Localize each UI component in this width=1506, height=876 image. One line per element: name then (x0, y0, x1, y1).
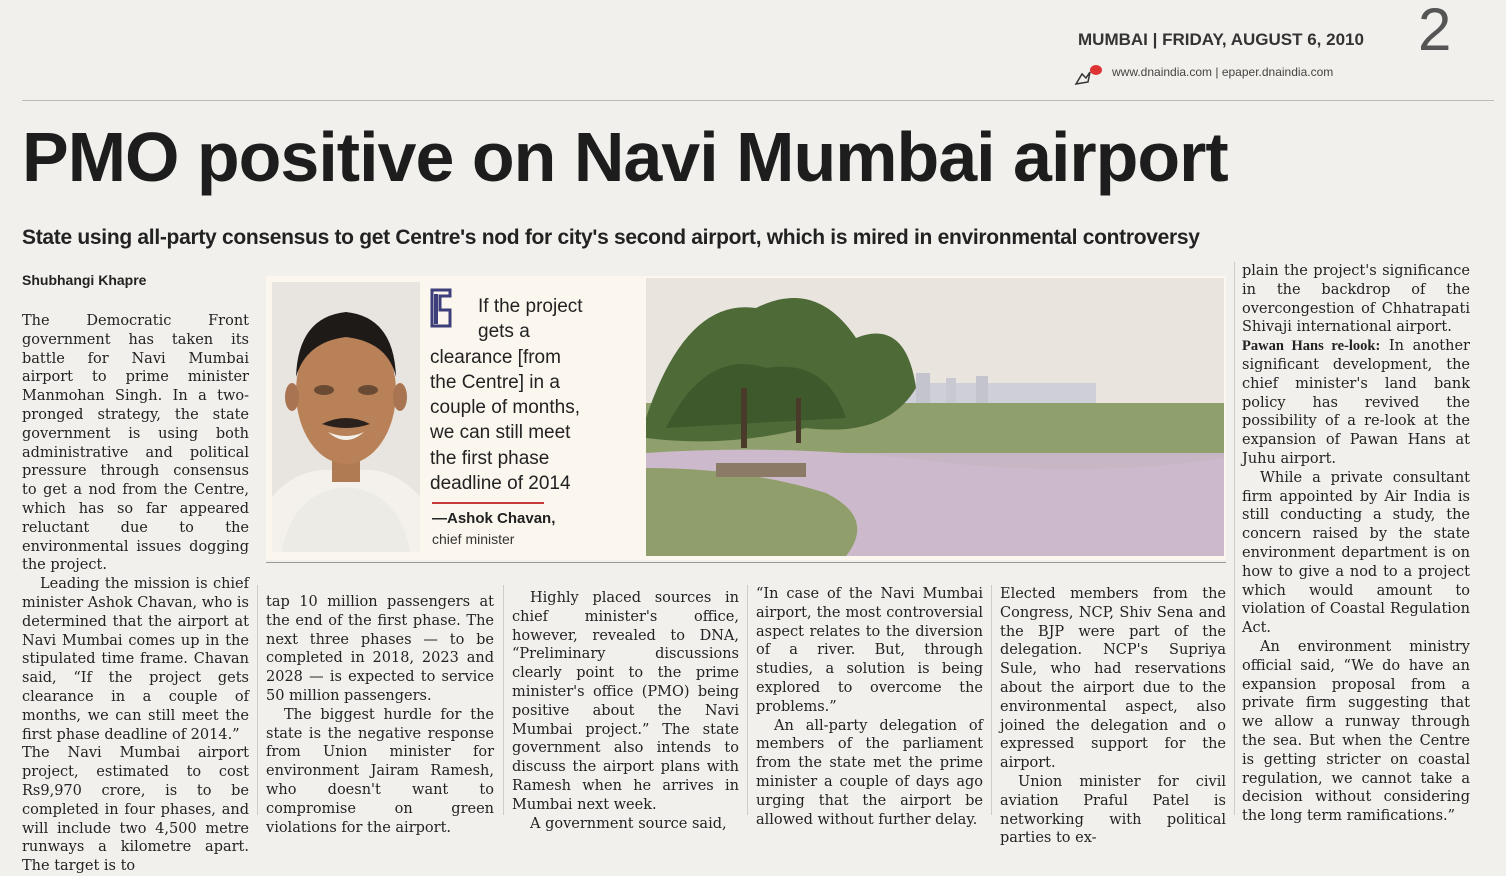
paragraph (1242, 337, 1470, 469)
column-separator (1234, 262, 1235, 815)
subheadline: State using all-party consensus to get Centre's nod for city's second airport, which is mired in environmental controversy (22, 226, 1200, 249)
quote-divider (432, 502, 544, 504)
pull-quote-line-6: we can still meet (430, 422, 571, 444)
paragraph: The Democratic Front government has taken its battle for Navi Mumbai airport to prime minister Manmohan Singh. In a two-pronged strategy, the state government is using both administrative and political pressure through consensus to get a nod from the Centre, which has so far appeared reluctant due to the environmental issues dogging the project. (22, 313, 249, 574)
paragraph: The Navi Mumbai airport project, estimated to cost Rs9,970 crore, is to be completed in four phases, and will include two 4,500 metre runways a kilometre apart. The target is to (22, 745, 249, 875)
pull-quote-line-5: couple of months, (430, 397, 580, 419)
paragraph: plain the project's significance in the backdrop of the overcongestion of Chhatrapati Shivaji international airport. (1242, 263, 1470, 336)
mouse-hand-icon (1072, 62, 1104, 88)
paragraph: A government source said, (530, 815, 727, 832)
paragraph: Union minister for civil aviation Praful Patel is networking with political parties to ex- (1000, 773, 1226, 847)
paragraph: Elected members from the Congress, NCP, Shiv Sena and the BJP were part of the delegation. NCP's Supriya Sule, who had reservations about the airport due to the environmental aspect, also joined the delegation and o expressed support for the airport. (1000, 586, 1226, 772)
paragraph: An environment ministry official said, “We do have an expansion proposal from a private firm suggesting that we allow a runway through the sea. But when the Centre is getting stricter on coastal regulation, we cannot take a decision without considering the long term ramifications.” (1242, 638, 1470, 825)
paragraph: While a private consultant firm appointed by Air India is still conducting a study, the concern raised by the state environment department is on how to give a nod to a project which would amount to violation of Coastal Regulation Act. (1242, 469, 1470, 637)
paragraph: Leading the mission is chief minister Ashok Chavan, who is determined that the airport at Navi Mumbai comes up in the stipulated time frame. Chavan said, “If the project gets clearance in a couple of months, we can still meet the first phase deadline of 2014.” (22, 576, 249, 743)
masthead-website: www.dnaindia.com | epaper.dnaindia.com (1112, 65, 1334, 79)
page-number: 2 (1418, 0, 1452, 63)
paragraph: “In case of the Navi Mumbai airport, the most controversial aspect relates to the diversion of a river. But, through studies, a solution is being explored to overcome the problems.” (756, 586, 983, 715)
pull-quote-line-7: the first phase (430, 447, 550, 469)
pull-quote-line-8: deadline of 2014 (430, 473, 571, 495)
quote-attribution: —Ashok Chavan, (432, 510, 556, 527)
article-column-4 (756, 585, 983, 829)
section-subhead: Pawan Hans re-look: (1242, 338, 1381, 355)
column-separator (257, 585, 258, 815)
article-column-2 (266, 593, 494, 837)
column-separator (991, 585, 992, 815)
column-separator (747, 585, 748, 815)
pull-quote-line-2: gets a (478, 321, 530, 343)
article-column-3 (512, 589, 739, 833)
pull-quote (430, 294, 615, 496)
headline: PMO positive on Navi Mumbai airport (22, 118, 1228, 196)
column-separator (503, 585, 504, 815)
paragraph-text: In another significant development, the chief minister's land bank policy has revived the possibility of a re-look at the expansion of Pawan Hans at Juhu airport. (1242, 338, 1470, 467)
photo-bottom-rule (266, 562, 1226, 563)
article-column-5 (1000, 585, 1226, 848)
paragraph: The biggest hurdle for the state is the negative response from Union minister for environment Jairam Ramesh, who doesn't want to compromise on green violations for the airport. (266, 706, 494, 836)
quote-attribution-role: chief minister (432, 531, 515, 547)
portrait-photo (272, 282, 420, 552)
article-column-1 (22, 312, 249, 876)
pull-quote-line-1: If the project (478, 296, 583, 317)
paragraph: tap 10 million passengers at the end of the first phase. The next three phases — to be completed in 2018, 2023 and 2028 — is expected to service 50 million passengers. (266, 594, 494, 704)
masthead-place-date: MUMBAI | FRIDAY, AUGUST 6, 2010 (1078, 30, 1364, 49)
masthead-rule (22, 100, 1494, 101)
pull-quote-line-4: the Centre] in a (430, 371, 560, 393)
landscape-photo (646, 278, 1224, 556)
paragraph: Highly placed sources in chief minister's office, however, revealed to DNA, “Preliminary discussions clearly point to the prime minister's office (PMO) being positive about the Navi Mumbai project.” The state government also intends to discuss the airport plans with Ramesh when he arrives in Mumbai next week. (512, 590, 739, 813)
byline: Shubhangi Khapre (22, 272, 147, 288)
paragraph: An all-party delegation of members of the parliament from the state met the prime minister a couple of days ago urging that the airport be allowed without further delay. (756, 717, 983, 828)
article-column-6 (1242, 262, 1470, 826)
pull-quote-line-3: clearance [from (430, 346, 561, 368)
